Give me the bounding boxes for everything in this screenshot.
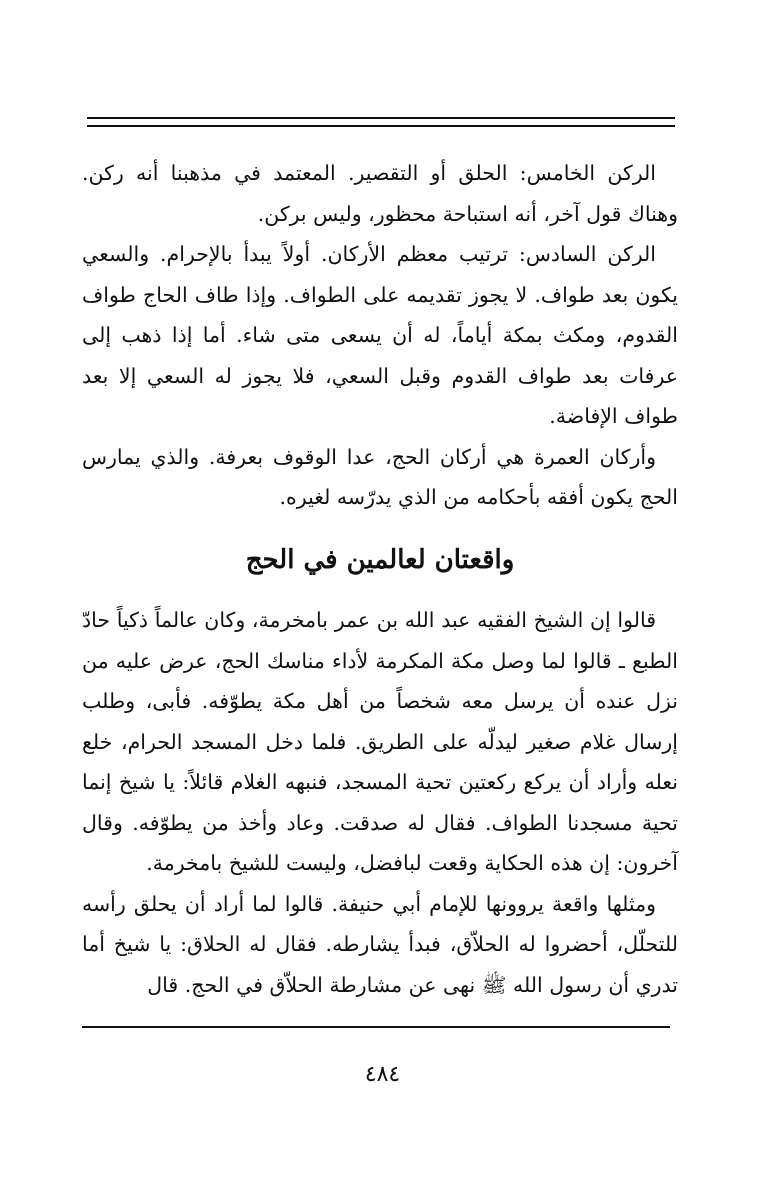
section-heading: واقعتان لعالمين في الحج (245, 545, 515, 575)
paragraph-fifth-pillar: الركن الخامس: الحلق أو التقصير. المعتمد في مذهبنا أنه ركن. وهناك قول آخر، أنه استباحة محظور، وليس بركن. (82, 161, 678, 226)
story-text-block (82, 600, 678, 1005)
intro-text-block (82, 153, 678, 518)
paragraph-sixth-pillar: الركن السادس: ترتيب معظم الأركان. أولاً يبدأ بالإحرام. والسعي يكون بعد طواف. لا يجوز تقديمه على الطواف. وإذا طاف الحاج طواف القدوم، ومكث بمكة أياماً، له أن يسعى متى شاء. أما إذا ذهب إلى عرفات بعد طواف القدوم وقبل السعي، فلا يجوز له السعي إلا بعد طواف الإفاضة. (82, 242, 678, 428)
header-rule-upper (87, 117, 675, 119)
page-number: ٤٨٤ (364, 1062, 401, 1087)
header-rule-lower (87, 125, 675, 127)
paragraph-bamakhrama-story: قالوا إن الشيخ الفقيه عبد الله بن عمر بامخرمة، وكان عالماً ذكياً حادّ الطبع ـ قالوا لما وصل مكة المكرمة لأداء مناسك الحج، عرض عليه من نزل عنده أن يرسل معه شخصاً من أهل مكة يطوّفه. فأبى، وطلب إرسال غلام صغير ليدلّه على الطريق. فلما دخل المسجد الحرام، خلع نعله وأراد أن يركع ركعتين تحية المسجد، فنبهه الغلام قائلاً: يا شيخ إنما تحية مسجدنا الطواف. فقال له صدقت. وعاد وأخذ من يطوّفه. وقال آخرون: إن هذه الحكاية وقعت لبافضل، وليست للشيخ بامخرمة. (82, 608, 678, 875)
paragraph-abu-hanifa-story: ومثلها واقعة يروونها للإمام أبي حنيفة. قالوا لما أراد أن يحلق رأسه للتحلّل، أحضروا له الحلاّق، فبدأ يشارطه. فقال له الحلاق: يا شيخ أما تدري أن رسول الله ﷺ نهى عن مشارطة الحلاّق في الحج. قال (82, 891, 678, 997)
paragraph-umrah-pillars: وأركان العمرة هي أركان الحج، عدا الوقوف بعرفة. والذي يمارس الحج يكون أفقه بأحكامه من الذي يدرّسه لغيره. (82, 444, 678, 509)
footer-rule (82, 1026, 670, 1028)
